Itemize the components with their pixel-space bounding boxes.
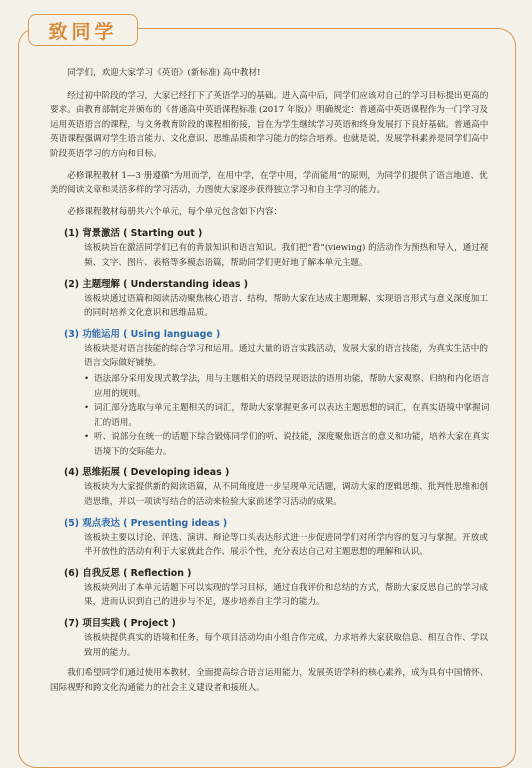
section-body: 该板块通过语篇和阅读活动聚焦核心语言、结构，帮助大家在达成主题理解、实现语言形式与意义深度加工的同时培养文化意识和思维品质。 (84, 293, 488, 319)
section-body: 该板块是对语言技能的综合学习和运用。通过大量的语言实践活动，发展大家的语言技能，为真实生活中的语言交际做好铺垫。 (84, 343, 488, 369)
section-reflection (64, 566, 490, 610)
bullet-listening-speaking: • 听、说部分在统一的话题下综合锻炼同学们的听、说技能，深度聚焦语言的意义和功能，培养大家在真实语境下的交际能力。 (84, 430, 490, 459)
letter-content (50, 66, 490, 702)
section-heading: (4) 思维拓展 ( Developing ideas ) (64, 467, 230, 479)
intro-paragraph-2: 必修课程教材 1—3 册遵循“为用而学，在用中学，在学中用，学而能用”的原则，为同学们提供了语言地道、优美的阅读文章和灵活多样的学习活动，力图使大家逐步获得独立学习和自主学习的能力。 (50, 170, 488, 196)
section-heading: (2) 主题理解 ( Understanding ideas ) (64, 278, 249, 290)
section-body: 该板块提供真实的语境和任务，每个项目活动均由小组合作完成，力求培养大家获取信息、相互合作、学以致用的能力。 (84, 633, 488, 658)
intro-paragraph-3: 必修课程教材每册共六个单元，每个单元包含如下内容： (67, 206, 283, 217)
section-body: 该板块列出了本单元话题下可以实现的学习目标，通过自我评价和总结的方式，帮助大家反思自己的学习成果，进而认识到自己的进步与不足，逐步培养自主学习的能力。 (84, 582, 488, 608)
section-heading: (3) 功能运用 ( Using language ) (64, 328, 221, 340)
section-body: 该板块为大家提供新的阅读语篇，从不同角度进一步呈现单元话题，调动大家的逻辑思维、批判性思维和创造思维，并以一项读写结合的活动来检验大家前述学习活动的成果。 (84, 482, 488, 508)
section-body: 该板块旨在激活同学们已有的背景知识和语言知识。我们把“看”(viewing) 的活动作为预热和导入，通过视频、文字、图片、表格等多模态语篇，帮助同学们更好地了解本单元主题。 (84, 243, 489, 268)
section-heading: (7) 项目实践 ( Project ) (64, 618, 176, 630)
section-heading: (6) 自我反思 ( Reflection ) (64, 567, 192, 579)
section-developing-ideas (64, 465, 490, 509)
section-understanding-ideas (64, 277, 490, 321)
bullet-grammar: • 语法部分采用发现式教学法，用与主题相关的语段呈现语法的语用功能，帮助大家观察、归纳和内化语言应用的规则。 (84, 372, 490, 401)
section-body: 该板块主要以讨论、评选、演讲、辩论等口头表达形式进一步促进同学们对所学内容的复习与掌握。开放或半开放性的活动有利于大家就此合作、展示个性，充分表达自己对主题思想的理解和认识。 (84, 532, 488, 558)
using-language-bullets (84, 372, 490, 460)
page-title: 致同学 (28, 14, 138, 46)
section-heading: (5) 观点表达 ( Presenting ideas ) (64, 517, 228, 529)
section-using-language (64, 327, 490, 460)
bullet-vocabulary: • 词汇部分选取与单元主题相关的词汇，帮助大家掌握更多可以表达主题思想的词汇，在真实语境中掌握词汇的语用。 (84, 401, 490, 430)
greeting: 同学们，欢迎大家学习《英语》(新标准) 高中教材! (67, 68, 261, 78)
section-starting-out (64, 226, 490, 270)
intro-paragraph-1: 经过初中阶段的学习，大家已经打下了英语学习的基础。进入高中后，同学们应该对自己的学习目标提出更高的要求。由教育部制定并颁布的《普通高中英语课程标准 (2017 年版)》明确规定：普通高中英语课程作为一门学习及运用英语语言的课程，与文务教育阶段的课程相衔接，旨在为学生继续学习英语和终身发展打下良好基础。普通高中英语课程强调对学生语言能力、文化意识、思维品质和学习能力的综合培养。也就是说，发展学科素养是同学们高中阶段英语学习的方向和目标。 (50, 90, 489, 159)
section-heading: (1) 背景激活 ( Starting out ) (64, 228, 203, 240)
section-project (64, 616, 490, 660)
section-presenting-ideas (64, 516, 490, 560)
closing-paragraph: 我们希望同学们通过使用本教材，全面提高综合语言运用能力，发展英语学科的核心素养，成为具有中国情怀、国际视野和跨文化沟通能力的社会主义建设者和接班人。 (50, 668, 489, 693)
